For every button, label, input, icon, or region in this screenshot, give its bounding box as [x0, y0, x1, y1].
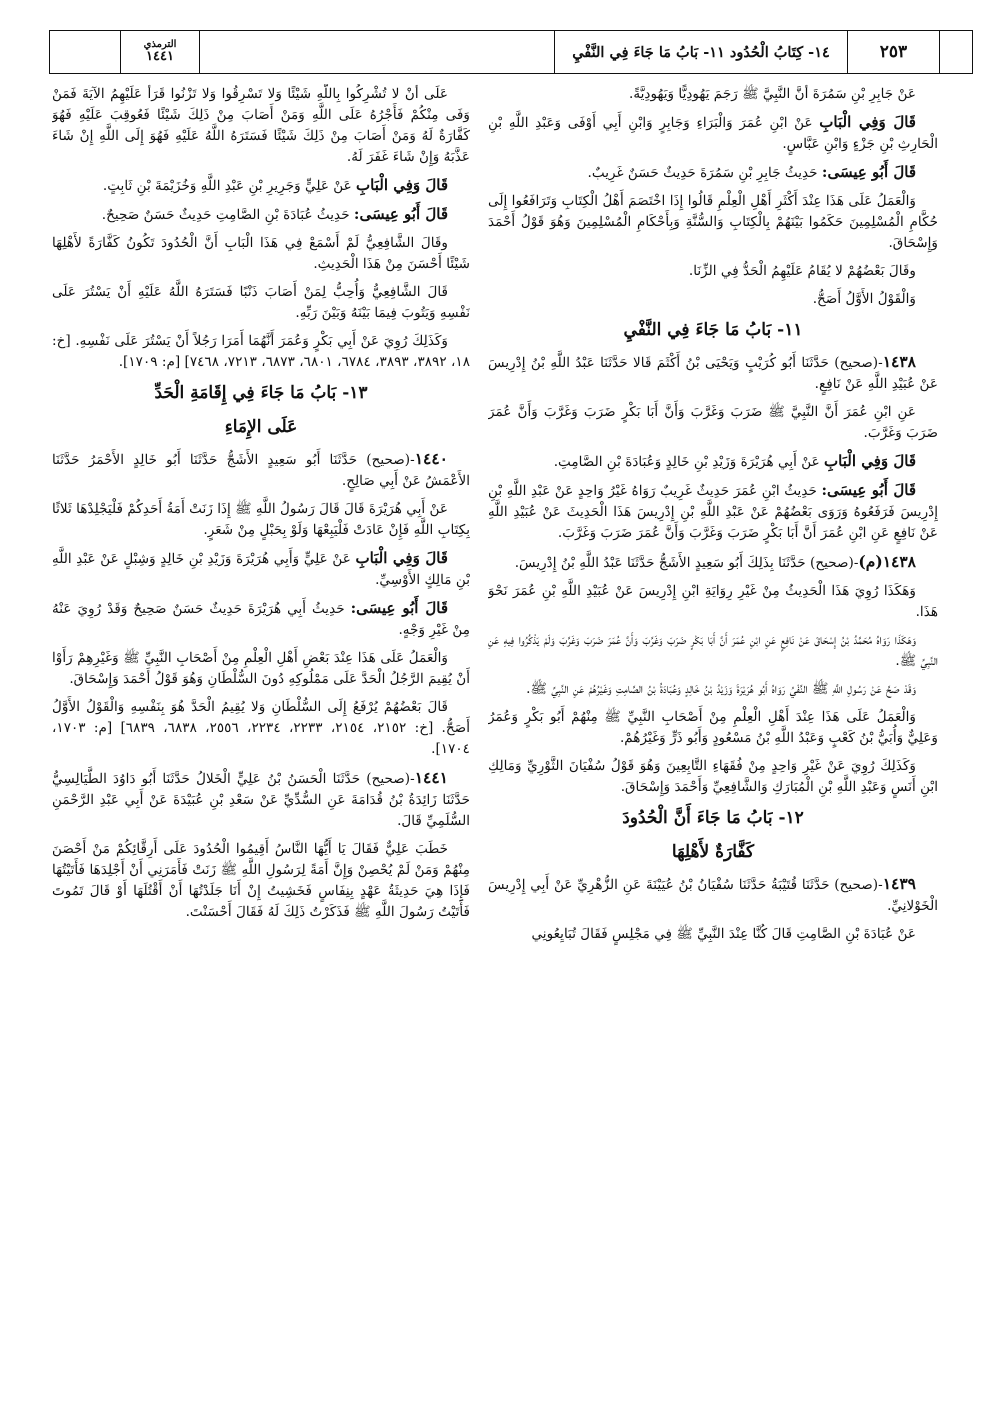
text-paragraph: عَنْ عُبَادَةَ بْنِ الصَّامِتِ قَالَ كُنَّا عِنْدَ النَّبِيِّ ﷺ فِي مَجْلِسٍ فَقَالَ تُبَايِعُونِي — [531, 926, 916, 942]
text-paragraph: قَالَ بَعْضُهُمْ يُرْفَعُ إِلَى السُّلْطَانِ وَلا يُقِيمُ الْحَدَّ هُوَ بِنَفْسِهِ وَالْقَوْلُ الأَوَّلُ أَصَحُّ. [خ: ٢١٥٢، ٢١٥٤، ٢٢٣٣، ٢٢٣٤، ٢٥٥٦، ٦٨٣٨، ٦٨٣٩] [م: ١٧٠٣، ١٧٠٤]. — [52, 699, 470, 757]
commentary-paragraph — [488, 480, 938, 544]
paragraph-lead: قَالَ أَبُو عِيسَى: — [821, 163, 916, 181]
paragraph-lead: قَالَ وَفِي الْبَابِ — [356, 176, 448, 194]
paragraph-lead: قَالَ وَفِي الْبَابِ — [819, 113, 916, 131]
hadith-number: ١٤٤٠ — [414, 449, 448, 468]
hadith-number: ١٤٣٩ — [882, 874, 916, 893]
paragraph-lead: قَالَ وَفِي الْبَابِ — [355, 549, 448, 567]
text-paragraph: وَالْعَمَلُ عَلَى هَذَا عِنْدَ أَكْثَرِ أَهْلِ الْعِلْمِ قَالُوا إِذَا اخْتَصَمَ أَهْلُ الْكِتَابِ وَتَرَافَعُوا إِلَى حُكَّامِ الْمُسْلِمِينَ حَكَمُوا بَيْنَهُمْ بِالْكِتَابِ وَالسُّنَّةِ وَبِأَحْكَامِ الْمُسْلِمِينَ وَهُوَ قَوْلُ أَحْمَدَ وَإِسْحَاقَ. — [488, 193, 938, 251]
hadith-paragraph — [488, 551, 938, 574]
hadith-number: ١٤٣٨(م) — [858, 552, 916, 571]
paragraph-text: -(صحيح) حَدَّثَنَا أَبُو سَعِيدٍ الأَشَجُّ حَدَّثَنَا أَبُو خَالِدٍ الأَحْمَرُ حَدَّثَنَا الأَعْمَشُ عَنْ أَبِي صَالِحٍ. — [52, 452, 470, 489]
paragraph-text: حَدِيثُ ابْنِ عُمَرَ حَدِيثٌ غَرِيبٌ رَوَاهُ غَيْرُ وَاحِدٍ عَنْ عَبْدِ اللَّهِ بْنِ إِدْرِيسَ فَرَفَعُوهُ وَرَوَى بَعْضُهُمْ عَنْ عَبْدِ اللَّهِ بْنِ إِدْرِيسَ هَذَا الْحَدِيثَ عَنْ عُبَيْدِ اللَّهِ عَنْ نَافِعٍ عَنِ ابْنِ عُمَرَ أَنَّ أَبَا بَكْرٍ ضَرَبَ وَغَرَّبَ وَأَنَّ عُمَرَ ضَرَبَ وَغَرَّبَ. — [488, 483, 938, 541]
reference-book: الترمذي — [143, 38, 177, 50]
commentary-paragraph — [52, 204, 470, 226]
paragraph-text: -(صحيح) حَدَّثَنَا بِذَلِكَ أَبُو سَعِيدٍ الأَشَجُّ حَدَّثَنَا عَبْدُ اللَّهِ بْنُ إِدْرِيسَ. — [514, 555, 859, 571]
chapter-heading: ١١- بَابُ مَا جَاءَ فِي النَّفْيِ — [623, 320, 803, 340]
paragraph-text: عَنْ عَلِيٍّ وَجَرِيرِ بْنِ عَبْدِ اللَّهِ وَخُزَيْمَةَ بْنِ ثَابِتٍ. — [102, 178, 357, 194]
commentary-paragraph — [488, 112, 938, 155]
text-paragraph: عَلَى أَنْ لا تُشْرِكُوا بِاللَّهِ شَيْئًا وَلا تَسْرِقُوا وَلا تَزْنُوا قَرَأَ عَلَيْهِمُ الآيَةَ فَمَنْ وَفَى مِنْكُمْ فَأَجْرُهُ عَلَى اللَّهِ وَمَنْ أَصَابَ مِنْ ذَلِكَ شَيْئًا فَعُوقِبَ عَلَيْهِ فَهُوَ كَفَّارَةٌ لَهُ وَمَنْ أَصَابَ مِنْ ذَلِكَ شَيْئًا فَسَتَرَهُ اللَّهُ عَلَيْهِ فَهُوَ إِلَى اللَّهِ إِنْ شَاءَ عَذَّبَهُ وَإِنْ شَاءَ غَفَرَ لَهُ. — [52, 86, 470, 165]
text-paragraph: وَهَكَذَا رُوِيَ هَذَا الْحَدِيثُ مِنْ غَيْرِ رِوَايَةِ ابْنِ إِدْرِيسَ عَنْ عُبَيْدِ اللَّهِ بْنِ عُمَرَ نَحْوَ هَذَا. — [488, 583, 938, 620]
reference-number: ١٤٤١ — [146, 49, 174, 65]
text-paragraph: وَهَكَذَا رَوَاهُ مُحَمَّدُ بْنُ إِسْحَاقَ عَنْ نَافِعٍ عَنِ ابْنِ عُمَرَ أَنَّ أَبَا بَكْرٍ ضَرَبَ وَغَرَّبَ وَأَنَّ عُمَرَ ضَرَبَ وَغَرَّبَ وَلَمْ يَذْكُرُوا فِيهِ عَنِ النَّبِيِّ ﷺ. — [488, 632, 938, 669]
paragraph-lead: قَالَ أَبُو عِيسَى: — [350, 599, 448, 617]
text-paragraph: وَالْعَمَلُ عَلَى هَذَا عِنْدَ أَهْلِ الْعِلْمِ مِنْ أَصْحَابِ النَّبِيِّ ﷺ مِنْهُمْ أَبُو بَكْرٍ وَعُمَرُ وَعَلِيٌّ وَأُبَيُّ بْنُ كَعْبٍ وَعَبْدُ اللَّهِ بْنُ مَسْعُودٍ وَأَبُو ذَرٍّ وَغَيْرُهُمْ. — [488, 709, 938, 746]
paragraph-lead: قَالَ أَبُو عِيسَى: — [353, 205, 448, 223]
paragraph-text: حَدِيثُ أَبِي هُرَيْرَةَ حَدِيثٌ حَسَنٌ صَحِيحٌ وَقَدْ رُوِيَ عَنْهُ مِنْ غَيْرِ وَجْهٍ. — [52, 601, 470, 638]
hadith-paragraph — [52, 448, 470, 492]
hadith-number: ١٤٤١ — [414, 768, 448, 787]
text-paragraph: قَالَ الشَّافِعِيُّ وَأُحِبُّ لِمَنْ أَصَابَ ذَنْبًا فَسَتَرَهُ اللَّهُ عَلَيْهِ أَنْ يَسْتُرَ عَلَى نَفْسِهِ وَيَتُوبَ فِيمَا بَيْنَهُ وَبَيْنَ رَبِّهِ. — [52, 284, 470, 321]
text-paragraph: وقَالَ بَعْضُهُمْ لا يُقَامُ عَلَيْهِمُ الْحَدُّ فِي الزِّنَا. — [688, 263, 916, 279]
paragraph-lead: قَالَ وَفِي الْبَابِ — [824, 452, 916, 470]
commentary-paragraph — [52, 548, 470, 591]
hadith-number: ١٤٣٨ — [882, 352, 916, 371]
text-paragraph: وَقَدْ صَحَّ عَنْ رَسُولِ اللَّهِ ﷺ النَّفْيُ رَوَاهُ أَبُو هُرَيْرَةَ وَزَيْدُ بْنُ خَالِدٍ وَعُبَادَةُ بْنُ الصَّامِتِ وَغَيْرُهُمْ عَنِ النَّبِيِّ ﷺ. — [526, 681, 916, 697]
chapter-heading: عَلَى الإِمَاءِ — [224, 417, 298, 437]
paragraph-text: حَدِيثُ جَابِرِ بْنِ سَمُرَةَ حَدِيثٌ حَسَنٌ غَرِيبٌ. — [587, 165, 822, 181]
chapter-title: ١٤- كِتَابُ الْحُدُود ١١- بَابُ مَا جَاءَ فِي النَّفْيِ — [554, 31, 847, 73]
paragraph-text: حَدِيثُ عُبَادَةَ بْنِ الصَّامِتِ حَدِيثٌ حَسَنٌ صَحِيحٌ. — [101, 207, 354, 223]
text-paragraph: عَنْ جَابِرِ بْنِ سَمُرَةَ أَنَّ النَّبِيَّ ﷺ رَجَمَ يَهُودِيًّا وَيَهُودِيَّةً. — [629, 86, 916, 102]
header-empty-cell — [199, 31, 554, 73]
text-paragraph: خَطَبَ عَلِيٌّ فَقَالَ يَا أَيُّهَا النَّاسُ أَقِيمُوا الْحُدُودَ عَلَى أَرِقَّائِكُمْ مَنْ أَحْصَنَ مِنْهُمْ وَمَنْ لَمْ يُحْصِنْ وَإِنَّ أَمَةً لِرَسُولِ اللَّهِ ﷺ زَنَتْ فَأَمَرَنِي أَنْ أَجْلِدَهَا فَأَتَيْتُهَا فَإِذَا هِيَ حَدِيثَةُ عَهْدٍ بِنِفَاسٍ فَخَشِيتُ إِنْ أَنَا جَلَدْتُهَا أَنْ أَقْتُلَهَا أَوْ قَالَ تَمُوتَ فَأَتَيْتُ رَسُولَ اللَّهِ ﷺ فَذَكَرْتُ ذَلِكَ لَهُ فَقَالَ أَحْسَنْتَ. — [52, 841, 470, 920]
left-text-column — [52, 84, 470, 1384]
header-margin-cell — [939, 31, 972, 73]
hadith-paragraph — [488, 351, 938, 395]
page-number: ٢٥٣ — [847, 31, 939, 73]
paragraph-text: -(صحيح) حَدَّثَنَا الْحَسَنُ بْنُ عَلِيٍّ الْخَلالُ حَدَّثَنَا أَبُو دَاوُدَ الطَّيَالِسِيُّ حَدَّثَنَا زَائِدَةُ بْنُ قُدَامَةَ عَنِ السُّدِّيِّ عَنْ سَعْدِ بْنِ عُبَيْدَةَ عَنْ أَبِي عَبْدِ الرَّحْمَنِ السُّلَمِيِّ قَالَ. — [52, 771, 470, 829]
hadith-paragraph — [488, 873, 938, 917]
chapter-heading: ١٣- بَابُ مَا جَاءَ فِي إِقَامَةِ الْحَدِّ — [154, 383, 368, 403]
paragraph-text: -(صحيح) حَدَّثَنَا قُتَيْبَةُ حَدَّثَنَا سُفْيَانُ بْنُ عُيَيْنَةَ عَنِ الزُّهْرِيِّ عَنْ أَبِي إِدْرِيسَ الْخَوْلانِيِّ. — [488, 877, 938, 914]
commentary-paragraph — [52, 598, 470, 641]
text-paragraph: عَنْ أَبِي هُرَيْرَةَ قَالَ قَالَ رَسُولُ اللَّهِ ﷺ إِذَا زَنَتْ أَمَةُ أَحَدِكُمْ فَلْيَجْلِدْهَا ثَلاثًا بِكِتَابِ اللَّهِ فَإِنْ عَادَتْ فَلْيَبِعْهَا وَلَوْ بِحَبْلٍ مِنْ شَعَرٍ. — [52, 501, 470, 538]
text-paragraph: وَكَذَلِكَ رُوِيَ عَنْ أَبِي بَكْرٍ وَعُمَرَ أَنَّهُمَا أَمَرَا رَجُلاً أَنْ يَسْتُرَ عَلَى نَفْسِهِ. [خ: ١٨، ٣٨٩٢، ٣٨٩٣، ٦٧٨٤، ٦٨٠١، ٦٨٧٣، ٧٢١٣، ٧٤٦٨] [م: ١٧٠٩]. — [52, 333, 470, 370]
hadith-reference — [120, 31, 199, 73]
text-paragraph: وَالْقَوْلُ الأَوَّلُ أَصَحُّ. — [812, 291, 916, 307]
commentary-paragraph — [488, 451, 938, 473]
paragraph-text: عَنْ أَبِي هُرَيْرَةَ وَزَيْدِ بْنِ خَالِدٍ وَعُبَادَةَ بْنِ الصَّامِتِ. — [553, 454, 825, 470]
text-paragraph: وقَالَ الشَّافِعِيُّ لَمْ أَسْمَعْ فِي هَذَا الْبَابِ أَنَّ الْحُدُودَ تَكُونُ كَفَّارَةً لأَهْلِهَا شَيْئًا أَحْسَنَ مِنْ هَذَا الْحَدِيثِ. — [52, 235, 470, 272]
paragraph-text: عَنْ عَلِيٍّ وَأَبِي هُرَيْرَةَ وَزَيْدِ بْنِ خَالِدٍ وَشِبْلٍ عَنْ عَبْدِ اللَّهِ بْنِ مَالِكٍ الأَوْسِيِّ. — [52, 551, 470, 588]
commentary-paragraph — [52, 175, 470, 197]
right-text-column — [488, 84, 938, 1384]
chapter-heading: كَفَّارَةٌ لأَهْلِهَا — [671, 842, 755, 862]
paragraph-text: عَنْ ابْنِ عُمَرَ وَالْبَرَاءِ وَجَابِرٍ وَابْنِ أَبِي أَوْفَى وَعَبْدِ اللَّهِ بْنِ الْحَارِثِ بْنِ جَزْءٍ وَابْنِ عَبَّاسٍ. — [488, 115, 938, 152]
paragraph-lead: قَالَ أَبُو عِيسَى: — [821, 481, 917, 499]
text-paragraph: وَكَذَلِكَ رُوِيَ عَنْ غَيْرِ وَاحِدٍ مِنْ فُقَهَاءِ التَّابِعِينَ وَهُوَ قَوْلُ سُفْيَانَ الثَّوْرِيِّ وَمَالِكِ ابْنِ أَنَسٍ وَعَبْدِ اللَّهِ بْنِ الْمُبَارَكِ وَالشَّافِعِيِّ وَأَحْمَدَ وَإِسْحَاقَ. — [488, 758, 938, 795]
text-paragraph: عَنِ ابْنِ عُمَرَ أَنَّ النَّبِيَّ ﷺ ضَرَبَ وَغَرَّبَ وَأَنَّ أَبَا بَكْرٍ ضَرَبَ وَغَرَّبَ وَأَنَّ عُمَرَ ضَرَبَ وَغَرَّبَ. — [488, 404, 938, 441]
paragraph-text: -(صحيح) حَدَّثَنَا أَبُو كُرَيْبٍ وَيَحْيَى بْنُ أَكْثَمَ قَالا حَدَّثَنَا عَبْدُ اللَّهِ بْنُ إِدْرِيسَ عَنْ عُبَيْدِ اللَّهِ عَنْ نَافِعٍ. — [488, 355, 938, 392]
text-paragraph: وَالْعَمَلُ عَلَى هَذَا عِنْدَ بَعْضِ أَهْلِ الْعِلْمِ مِنْ أَصْحَابِ النَّبِيِّ ﷺ وَغَيْرِهِمْ رَأَوْا أَنْ يُقِيمَ الرَّجُلُ الْحَدَّ عَلَى مَمْلُوكِهِ دُونَ السُّلْطَانِ وَهُوَ قَوْلُ أَحْمَدَ وَإِسْحَاقَ. — [52, 650, 470, 687]
header-margin-cell — [50, 31, 120, 73]
page-header — [49, 30, 973, 74]
commentary-paragraph — [488, 162, 938, 184]
hadith-paragraph — [52, 767, 470, 832]
chapter-heading: ١٢- بَابُ مَا جَاءَ أَنَّ الْحُدُودَ — [622, 808, 804, 828]
